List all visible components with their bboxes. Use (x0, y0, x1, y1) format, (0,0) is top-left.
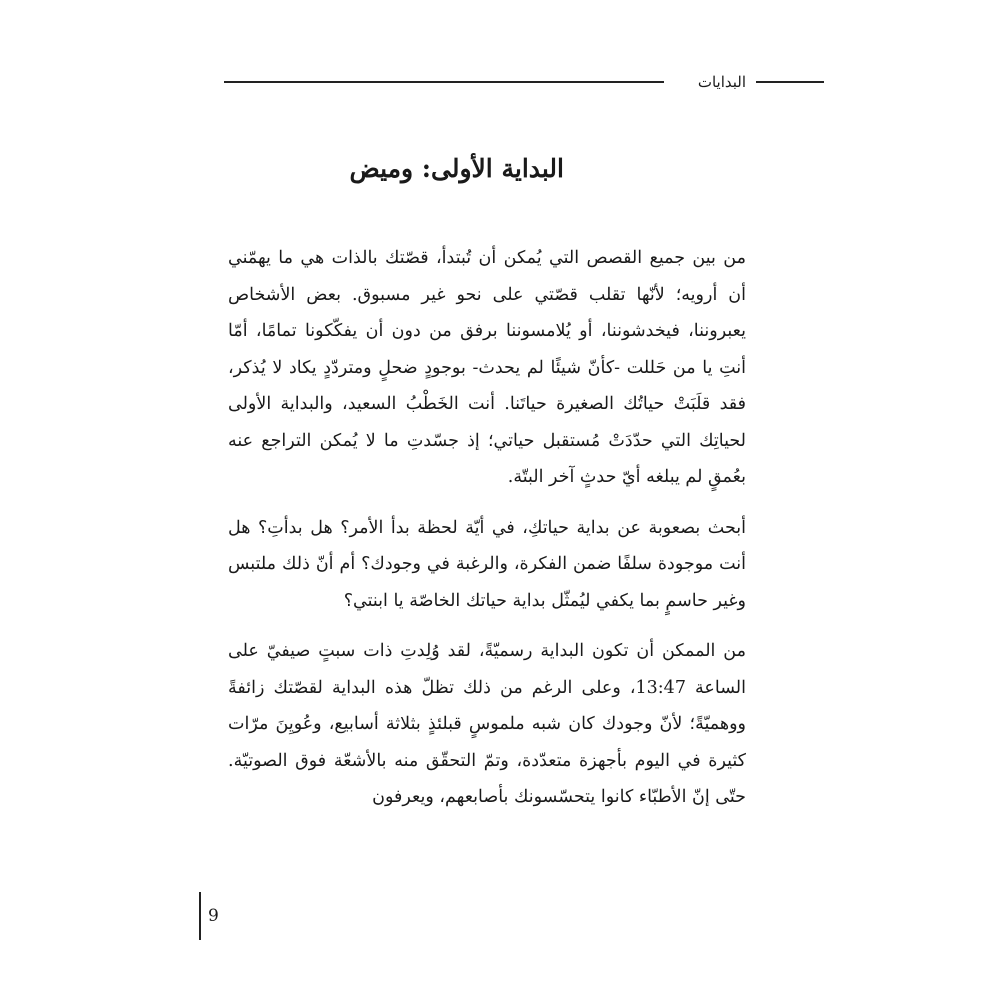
header-rule-left (224, 81, 664, 83)
running-title: البدايات (697, 73, 746, 91)
page-number: 9 (208, 906, 219, 926)
paragraph-1: من بين جميع القصص التي يُمكن أن تُبتدأ، قصّتك بالذات هي ما يهمّني أن أرويه؛ لأنّها تقلب قصّتي على نحو غير مسبوق. بعض الأشخاص يعبروننا، فيخدشوننا، أو يُلامسوننا برفق من دون أن يفكّكونا تمامًا، أمّا أنتِ يا من حَللت -كأنّ شيئًا لم يحدث- بوجودٍ ضحلٍ ومتردّدٍ يكاد لا يُذكر، فقد قلَبَتْ حياتُك الصغيرة حياتَنا. أنت الخَطْبُ السعيد، والبداية الأولى لحياتِك التي حدّدَتْ مُستقبل حياتي؛ إذ جسّدتِ ما لا يُمكن التراجع عنه بعُمقٍ لم يبلغه أيّ حدثٍ آخر البتّة. (228, 248, 746, 487)
paragraph-2: أبحث بصعوبة عن بداية حياتكِ، في أيّة لحظة بدأ الأمر؟ هل بدأتِ؟ هل أنت موجودة سلفًا ضمن الفكرة، والرغبة في وجودك؟ أم أنّ ذلك ملتبس وغير حاسمٍ بما يكفي ليُمثّل بداية حياتك الخاصّة يا ابنتي؟ (228, 517, 746, 611)
running-header (224, 70, 824, 94)
header-rule-right (756, 81, 824, 83)
chapter-title: البداية الأولى: وميض (349, 153, 564, 183)
body-text (228, 240, 746, 816)
footer-rule (199, 892, 201, 940)
paragraph-3: من الممكن أن تكون البداية رسميّةً، لقد وُلِدتِ ذات سبتٍ صيفيّ على الساعة 13:47، وعلى الرغم من ذلك تظلّ هذه البداية لقصّتك زائفةً ووهميّةً؛ لأنّ وجودك كان شبه ملموسٍ قبلئذٍ بثلاثة أسابيع، وعُويِنَ مرّات كثيرة في اليوم بأجهزة متعدّدة، وتمّ التحقّق منه بالأشعّة فوق الصوتيّة. حتّى إنّ الأطبّاء كانوا يتحسّسونك بأصابعهم، ويعرفون (228, 641, 746, 807)
